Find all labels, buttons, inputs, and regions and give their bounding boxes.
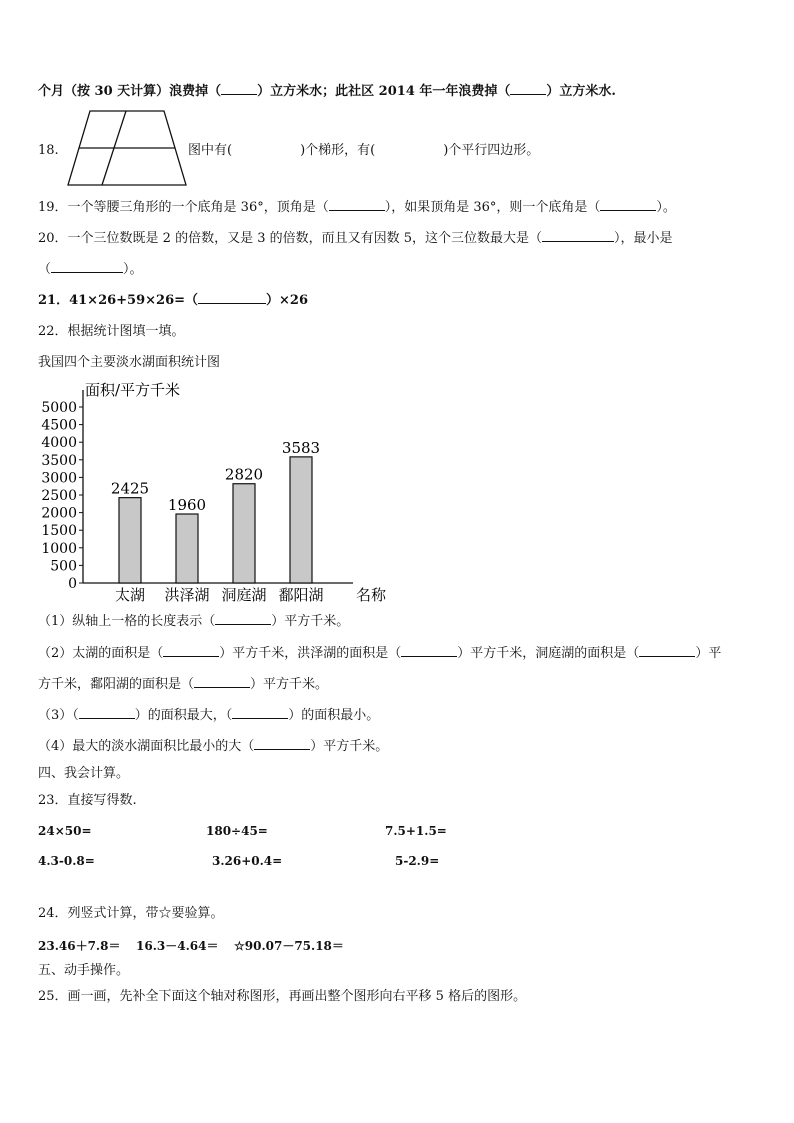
chart-y-tick-label: 1000: [41, 540, 77, 557]
chart-category-label: 洞庭湖: [221, 586, 267, 604]
q24-item-3: ☆90.07－75.18＝: [234, 939, 344, 953]
chart-y-tick-label: 4000: [41, 435, 77, 452]
chart-caption: 我国四个主要淡水湖面积统计图: [38, 355, 221, 370]
chart-y-axis-label: 面积/平方千米: [85, 381, 181, 399]
q22-4-text-2: ）平方千米。: [310, 739, 389, 754]
q23-item-6: 5-2.9=: [395, 854, 440, 868]
chart-value-label: 2820: [224, 465, 264, 484]
chart-y-tick-label: 3000: [41, 470, 77, 487]
q25: 25．画一画，先补全下面这个轴对称图形，再画出整个图形向右平移 5 格后的图形。: [38, 989, 527, 1004]
chart-bar: [233, 484, 255, 583]
lake-area-bar-chart: [38, 380, 398, 608]
q22-2-text-6: ）平方千米。: [250, 677, 329, 692]
chart-x-axis-label: 名称: [356, 586, 387, 604]
q20-text-3: （: [38, 262, 52, 277]
chart-value-label: 1960: [167, 496, 207, 515]
chart-category-label: 太湖: [114, 586, 146, 604]
q18-text: [188, 143, 539, 159]
q22-part-1: [38, 614, 349, 630]
chart-y-tick-label: 2000: [41, 505, 77, 522]
q20-blank-1[interactable]: [542, 241, 614, 242]
q17-blank-1[interactable]: [221, 94, 257, 95]
q24-item-1: 23.46＋7.8＝: [38, 939, 121, 953]
q20-text-4: ）。: [123, 262, 143, 277]
q20-blank-2[interactable]: [51, 272, 123, 273]
chart-category-label: 鄱阳湖: [278, 586, 324, 604]
q20-text-1: 20．一个三位数既是 2 的倍数，又是 3 的倍数，而且又有因数 5，这个三位数最大是（: [38, 231, 543, 246]
chart-bar: [290, 457, 312, 583]
q22-2-text-5: 方千米，鄱阳湖的面积是（: [38, 677, 195, 692]
chart-y-tick-label: 5000: [41, 400, 77, 416]
q22-2-blank-1[interactable]: [163, 656, 219, 657]
q23-item-2: 180÷45=: [206, 824, 268, 838]
q17-text-3: ）立方米水.: [546, 84, 616, 99]
chart-value-label: 3583: [281, 438, 321, 457]
q20-line-2: [38, 262, 143, 278]
q23-item-3: 7.5+1.5=: [385, 824, 447, 838]
q19-text-3: ）。: [656, 200, 676, 215]
q22-3-text-1: （3）（: [38, 708, 79, 723]
chart-value-label: 2425: [110, 479, 150, 498]
chart-bar: [176, 514, 198, 583]
chart-category-label: 洪泽湖: [164, 586, 210, 604]
q22-4-blank[interactable]: [254, 749, 310, 750]
q22-part-3: [38, 708, 379, 724]
q22-1-text-2: ）平方千米。: [271, 614, 350, 629]
chart-y-tick-label: 500: [50, 558, 77, 575]
q22-4-text-1: （4）最大的淡水湖面积比最小的大（: [38, 739, 255, 754]
q17-text-2: ）立方米水；此社区 2014 年一年浪费掉（: [257, 84, 511, 99]
q22-1-blank[interactable]: [215, 624, 271, 625]
q22-part-2-line-1: [38, 646, 721, 662]
q23-title: 23．直接写得数.: [38, 793, 137, 808]
q22-3-text-2: ）的面积最大，（: [134, 708, 233, 723]
q22-2-blank-4[interactable]: [194, 687, 250, 688]
chart-y-tick-label: 4500: [41, 417, 77, 434]
q22-part-4: [38, 739, 388, 755]
chart-y-tick-label: 1500: [41, 523, 77, 540]
q22-2-text-3: ）平方千米，洞庭湖的面积是（: [457, 646, 640, 661]
q19: [38, 200, 676, 216]
q19-blank-2[interactable]: [600, 210, 656, 211]
q21-text-1: 21．41×26+59×26=（: [38, 293, 199, 308]
q20-text-2: ），最小是: [614, 231, 673, 246]
q17-blank-2[interactable]: [510, 94, 546, 95]
q24-title: 24．列竖式计算，带☆要验算。: [38, 906, 224, 921]
chart-y-tick-label: 0: [68, 576, 77, 592]
q21-text-2: ）×26: [266, 293, 309, 308]
q22-title: 22．根据统计图填一填。: [38, 324, 185, 339]
q23-item-4: 4.3-0.8=: [38, 854, 95, 868]
q22-3-blank-2[interactable]: [232, 718, 288, 719]
q22-2-text-2: ）平方千米，洪泽湖的面积是（: [219, 646, 402, 661]
q22-1-text-1: （1）纵轴上一格的长度表示（: [38, 614, 216, 629]
trapezoid-figure: [66, 108, 188, 188]
q22-3-blank-1[interactable]: [79, 718, 135, 719]
q19-text-1: 19．一个等腰三角形的一个底角是 36°，顶角是（: [38, 200, 329, 215]
q19-text-2: ），如果顶角是 36°，则一个底角是（: [384, 200, 601, 215]
q19-blank-1[interactable]: [329, 210, 385, 211]
q23-item-5: 3.26+0.4=: [212, 854, 283, 868]
chart-bar: [119, 498, 141, 583]
q18-text-2: )个梯形，有(: [300, 143, 376, 158]
q22-part-2-line-2: [38, 677, 328, 693]
q24-item-2: 16.3－4.64＝: [136, 939, 219, 953]
q18-text-1: 图中有(: [188, 143, 233, 158]
section-5-heading: 五、动手操作。: [38, 963, 130, 978]
q18-number: 18.: [38, 143, 59, 158]
chart-y-tick-label: 3500: [41, 452, 77, 469]
section-4-heading: 四、我会计算。: [38, 766, 130, 781]
q22-3-text-3: ）的面积最小。: [288, 708, 380, 723]
q22-2-blank-2[interactable]: [401, 656, 457, 657]
chart-y-tick-label: 2500: [41, 488, 77, 504]
q22-2-text-4: ）平: [695, 646, 722, 661]
q22-2-blank-3[interactable]: [639, 656, 695, 657]
q17-tail: [38, 84, 616, 100]
q18-text-3: )个平行四边形。: [443, 143, 540, 158]
q23-item-1: 24×50=: [38, 824, 92, 838]
q22-2-text-1: （2）太湖的面积是（: [38, 646, 164, 661]
q21-blank[interactable]: [198, 303, 266, 304]
q21: [38, 293, 308, 309]
q20-line-1: [38, 231, 673, 247]
q17-text-1: 个月（按 30 天计算）浪费掉（: [38, 84, 222, 99]
